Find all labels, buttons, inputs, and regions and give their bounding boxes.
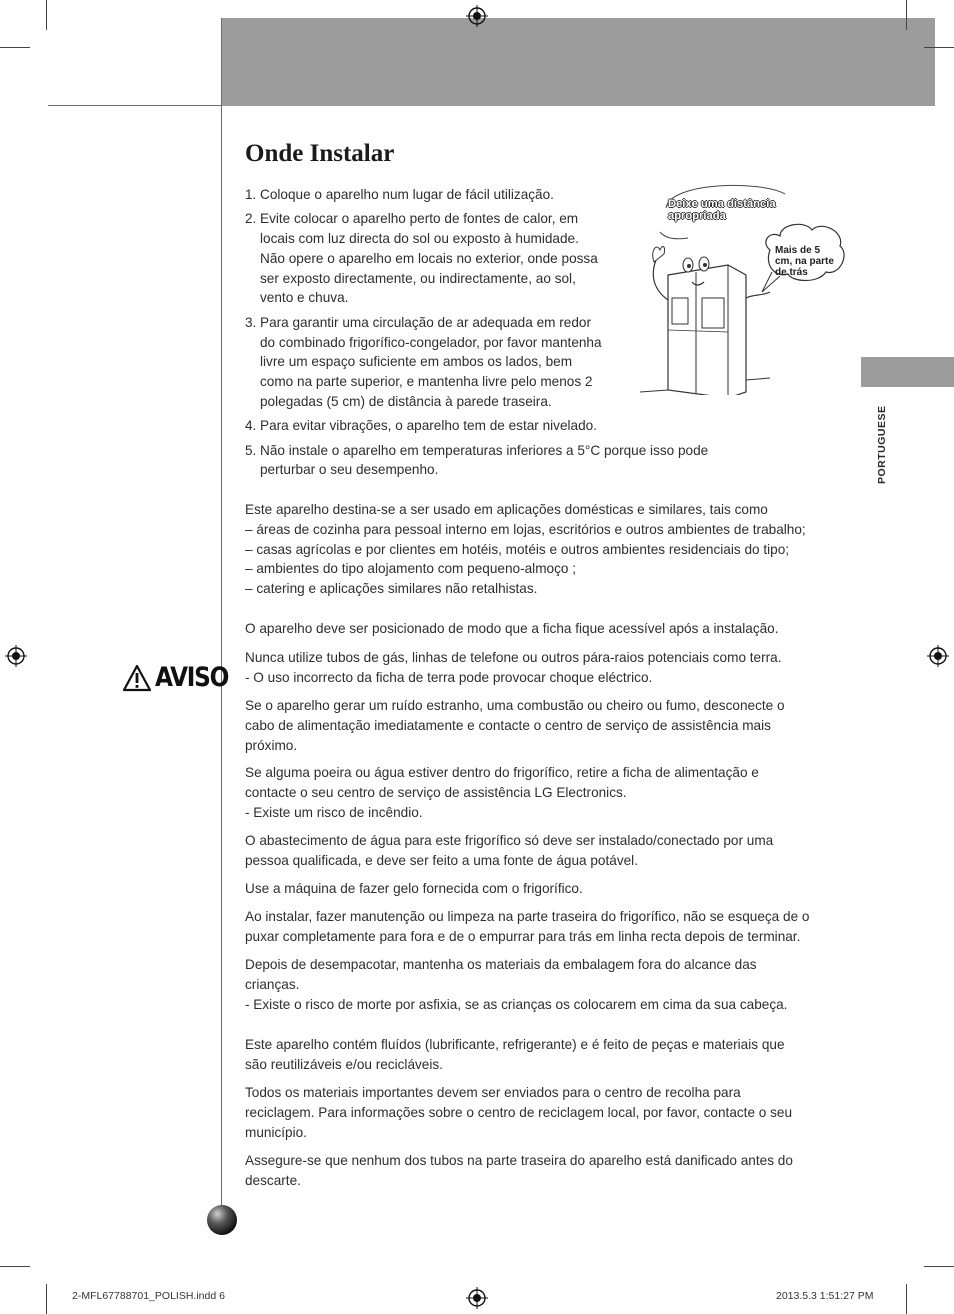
crop-mark xyxy=(46,0,47,30)
step-line: locais com luz directa do sol ou exposto à humidade. xyxy=(260,231,579,247)
crop-mark xyxy=(906,1284,907,1314)
step-line: do combinado frigorífico-congelador, por favor mantenha xyxy=(260,334,602,350)
footer-timestamp: 2013.5.3 1:51:27 PM xyxy=(776,1290,874,1302)
step-text: Coloque o aparelho num lugar de fácil utilização. xyxy=(260,187,554,202)
step-text: Para evitar vibrações, o aparelho tem de estar nivelado. xyxy=(260,418,598,434)
step-line: polegadas (5 cm) de distância à parede traseira. xyxy=(260,393,552,409)
footer-filename: 2-MFL67788701_POLISH.indd 6 xyxy=(72,1290,225,1302)
bubble-rear-clearance-label: Mais de 5 cm, na parte de trás xyxy=(775,245,834,278)
margin-rule-horizontal xyxy=(48,105,222,106)
page-sphere-icon xyxy=(206,1204,238,1236)
crop-mark xyxy=(924,1266,954,1267)
step-line: Não instale o aparelho em temperaturas inferiores a 5°C porque isso pode xyxy=(260,442,709,458)
page-title: Onde Instalar xyxy=(245,140,395,167)
crop-mark xyxy=(0,47,30,48)
registration-mark-icon xyxy=(466,5,488,27)
step-line: vento e chuva. xyxy=(260,290,349,306)
recycling-paragraph: Todos os materiais importantes devem ser enviados para o centro de recolha para reciclagem. Para informações sobre o centro de reciclagem local, por favor, contacte o seu município. xyxy=(245,1085,793,1140)
list-item xyxy=(245,441,708,481)
warning-paragraph: Ao instalar, fazer manutenção ou limpeza na parte traseira do frigorífico, não se esqueça de o puxar completamente para fora e de o empurrar para trás em linha recta depois de terminar. xyxy=(245,909,810,944)
step-line: ser exposto directamente, ou indirectamente, ao sol, xyxy=(260,270,576,286)
step-number: 2. xyxy=(245,211,257,227)
crop-mark xyxy=(924,47,954,48)
warning-paragraph: O abastecimento de água para este frigorífico só deve ser instalado/conectado por uma pessoa qualificada, e deve ser feito a uma fonte de água potável. xyxy=(245,833,774,868)
warning-paragraph: Se alguma poeira ou água estiver dentro do frigorífico, retire a ficha de alimentação e contacte o seu centro de serviço de assistência LG Electronics. - Existe um risco de incêndio. xyxy=(245,765,759,820)
header-band xyxy=(222,18,935,106)
crop-mark xyxy=(906,0,907,30)
warning-paragraph: O aparelho deve ser posicionado de modo que a ficha fique acessível após a instalação. xyxy=(245,621,779,636)
step-line: perturbar o seu desempenho. xyxy=(260,462,439,478)
crop-mark xyxy=(46,1284,47,1314)
step-line: Para garantir uma circulação de ar adequada em redor xyxy=(260,314,591,330)
usage-paragraph: Este aparelho destina-se a ser usado em aplicações domésticas e similares, tais como – áreas de cozinha para pessoal interno em lojas, escritórios e outros ambientes de trabalho; – casas agrícolas e por clientes em hotéis, motéis e outros ambientes residenciais do tipo; – ambientes do tipo alojamento com pequeno-almoço ; – catering e aplicações similares não retalhistas. xyxy=(245,502,806,597)
warning-label: AVISO xyxy=(122,662,240,693)
warning-triangle-icon xyxy=(122,664,152,692)
warning-paragraph: Nunca utilize tubos de gás, linhas de telefone ou outros pára-raios potenciais como terra. - O uso incorrecto da ficha de terra pode provocar choque eléctrico. xyxy=(245,650,782,685)
registration-mark-icon xyxy=(927,645,949,667)
warning-paragraph: Depois de desempacotar, mantenha os materiais da embalagem fora do alcance das crianças. - Existe o risco de morte por asfixia, se as crianças os colocarem em cima da sua cabeça. xyxy=(245,957,788,1012)
language-tab xyxy=(861,357,954,387)
step-line: livre um espaço suficiente em ambos os lados, bem xyxy=(260,354,573,370)
recycling-paragraph: Este aparelho contém fluídos (lubrificante, refrigerante) e é feito de peças e materiais que são reutilizáveis e/ou recicláveis. xyxy=(245,1037,785,1072)
language-tab-label: PORTUGUESE xyxy=(876,405,888,484)
margin-rule-vertical xyxy=(221,18,222,1228)
registration-mark-icon xyxy=(5,645,27,667)
step-line: Não opere o aparelho em locais no exterior, onde possa xyxy=(260,250,598,266)
step-line: como na parte superior, e mantenha livre pelo menos 2 xyxy=(260,374,593,390)
recycling-paragraph: Assegure-se que nenhum dos tubos na parte traseira do aparelho está danificado antes do descarte. xyxy=(245,1153,793,1188)
list-item xyxy=(245,416,708,436)
registration-mark-icon xyxy=(466,1287,488,1309)
step-number: 1. xyxy=(245,187,257,202)
warning-paragraph: Use a máquina de fazer gelo fornecida com o frigorífico. xyxy=(245,881,583,896)
step-number: 4. xyxy=(245,418,257,434)
step-number: 5. xyxy=(245,442,257,458)
warning-paragraph: Se o aparelho gerar um ruído estranho, uma combustão ou cheiro ou fumo, desconecte o cabo de alimentação imediatamente e contacte o centro de serviço de assistência mais próximo. xyxy=(245,698,785,753)
step-line: Evite colocar o aparelho perto de fontes de calor, em xyxy=(260,211,579,227)
bubble-distance-label: Deixe uma distância apropriada xyxy=(668,198,776,222)
step-number: 3. xyxy=(245,314,257,330)
crop-mark xyxy=(0,1266,30,1267)
